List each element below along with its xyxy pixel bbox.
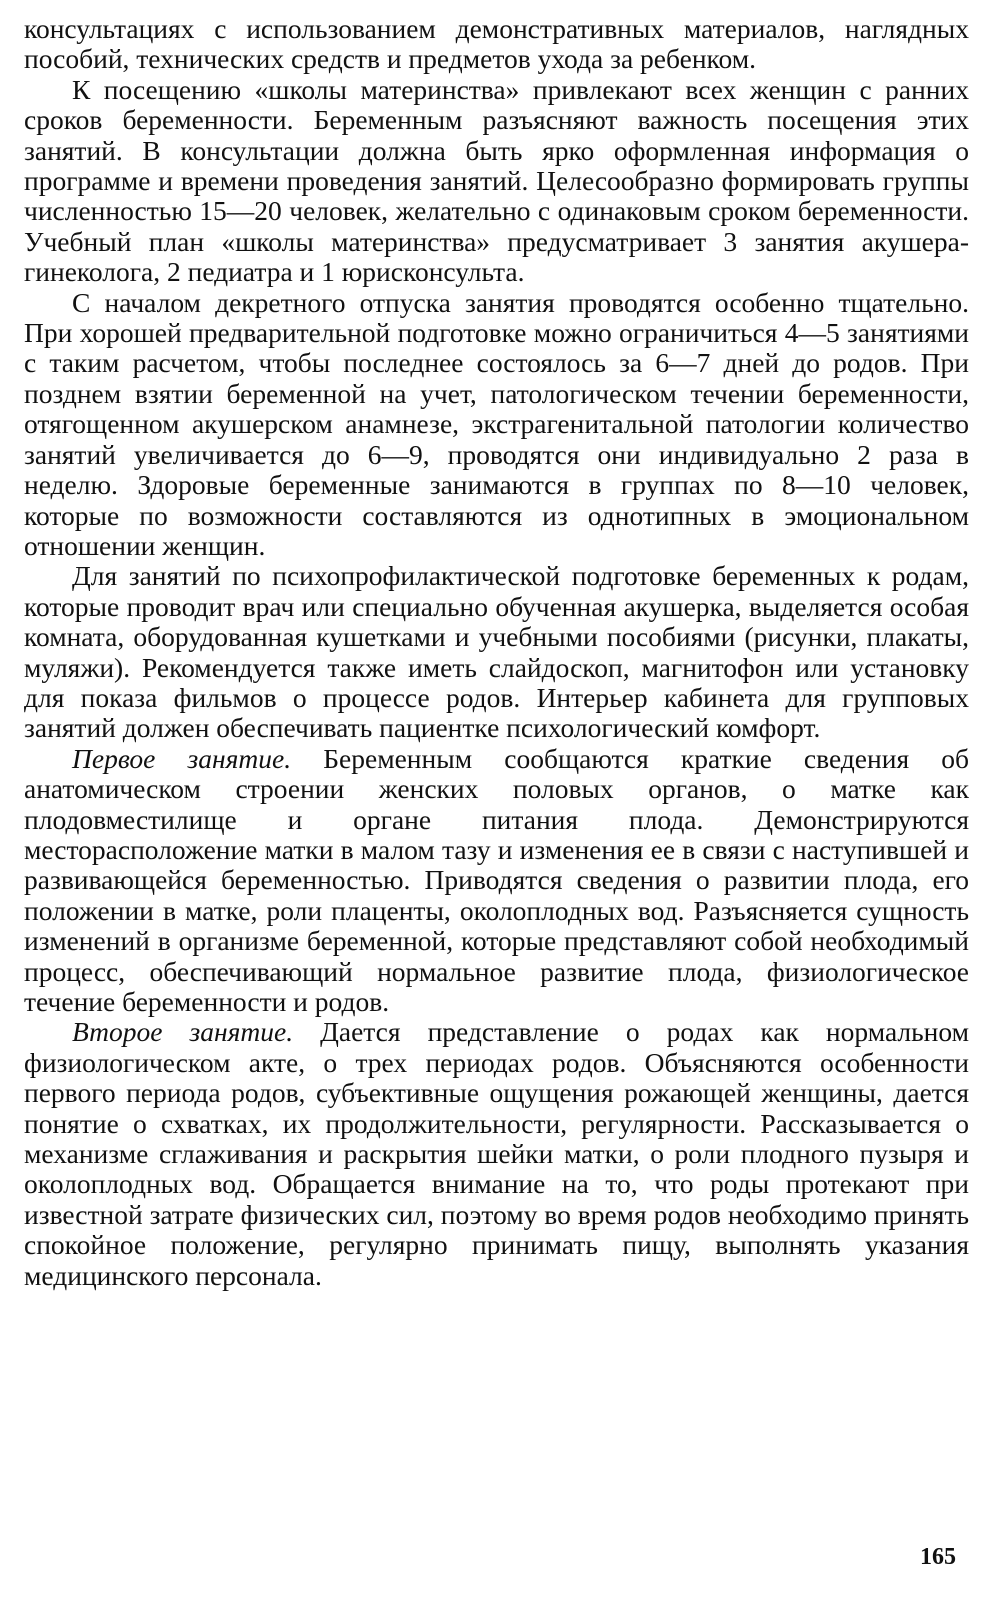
paragraph-lead-in: Первое занятие.: [72, 742, 292, 774]
page-number: 165: [920, 1544, 956, 1570]
paragraph-lead-in: Второе занятие.: [72, 1016, 294, 1048]
paragraph-school-of-motherhood: [24, 75, 969, 288]
paragraph-text: С началом декретного отпуска занятия проводятся особенно тщательно. При хорошей предварительной подготовке можно ограничиться 4—5 занятиями с таким расчетом, чтобы последнее состоялось за 6—7 дней до родов. При позднем взятии беременной на учет, патологическом течении беременности, отягощенном акушерском анамнезе, экстрагенитальной патологии количество занятий увеличивается до 6—9, проводятся они индивидуально 2 раза в неделю. Здоровые беременные занимаются в группах по 8—10 человек, которые по возможности составляются из однотипных в эмоциональном отношении женщин.: [24, 286, 969, 561]
paragraph-first-lesson: [24, 744, 969, 1018]
paragraph-text: консультациях с использованием демонстративных материалов, наглядных пособий, технических средств и предметов ухода за ребенком.: [24, 13, 969, 75]
paragraph-second-lesson: [24, 1017, 969, 1291]
paragraph-continuation: [24, 14, 969, 75]
paragraph-text: Для занятий по психопрофилактической подготовке беременных к родам, которые проводит врач или специально обученная акушерка, выделяется особая комната, оборудованная кушетками и учебными пособиями (рисунки, плакаты, муляжи). Рекомендуется также иметь слайдоскоп, магнитофон или установку для показа фильмов о процессе родов. Интерьер кабинета для групповых занятий должен обеспечивать пациентке психологический комфорт.: [24, 560, 969, 744]
paragraph-maternity-leave: [24, 288, 969, 562]
paragraph-classroom: [24, 561, 969, 743]
page-body: [24, 14, 969, 1291]
paragraph-text: Беременным сообщаются краткие сведения об анатомическом строении женских половых органов, о матке как плодовместилище и органе питания плода. Демонстрируются месторасположение матки в малом тазу и изменения ее в связи с наступившей и развивающейся беременностью. Приводятся сведения о развитии плода, его положении в матке, роли плаценты, околоплодных вод. Разъясняется сущность изменений в организме беременной, которые представляют собой необходимый процесс, обеспечивающий нормальное развитие плода, физиологическое течение беременности и родов.: [24, 742, 969, 1017]
paragraph-text: К посещению «школы материнства» привлекают всех женщин с ранних сроков беременности. Беременным разъясняют важность посещения этих занятий. В консультации должна быть ярко оформленная информация о программе и времени проведения занятий. Целесообразно формировать группы численностью 15—20 человек, желательно с одинаковым сроком беременности. Учебный план «школы материнства» предусматривает 3 занятия акушера-гинеколога, 2 педиатра и 1 юрисконсульта.: [24, 73, 969, 288]
paragraph-text: Дается представление о родах как нормальном физиологическом акте, о трех периодах родов. Объясняются особенности первого периода родов, субъективные ощущения рожающей женщины, дается понятие о схватках, их продолжительности, регулярности. Рассказывается о механизме сглаживания и раскрытия шейки матки, о роли плодного пузыря и околоплодных вод. Обращается внимание на то, что роды протекают при известной затрате физических сил, поэтому во время родов необходимо принять спокойное положение, регулярно принимать пищу, выполнять указания медицинского персонала.: [24, 1016, 970, 1291]
